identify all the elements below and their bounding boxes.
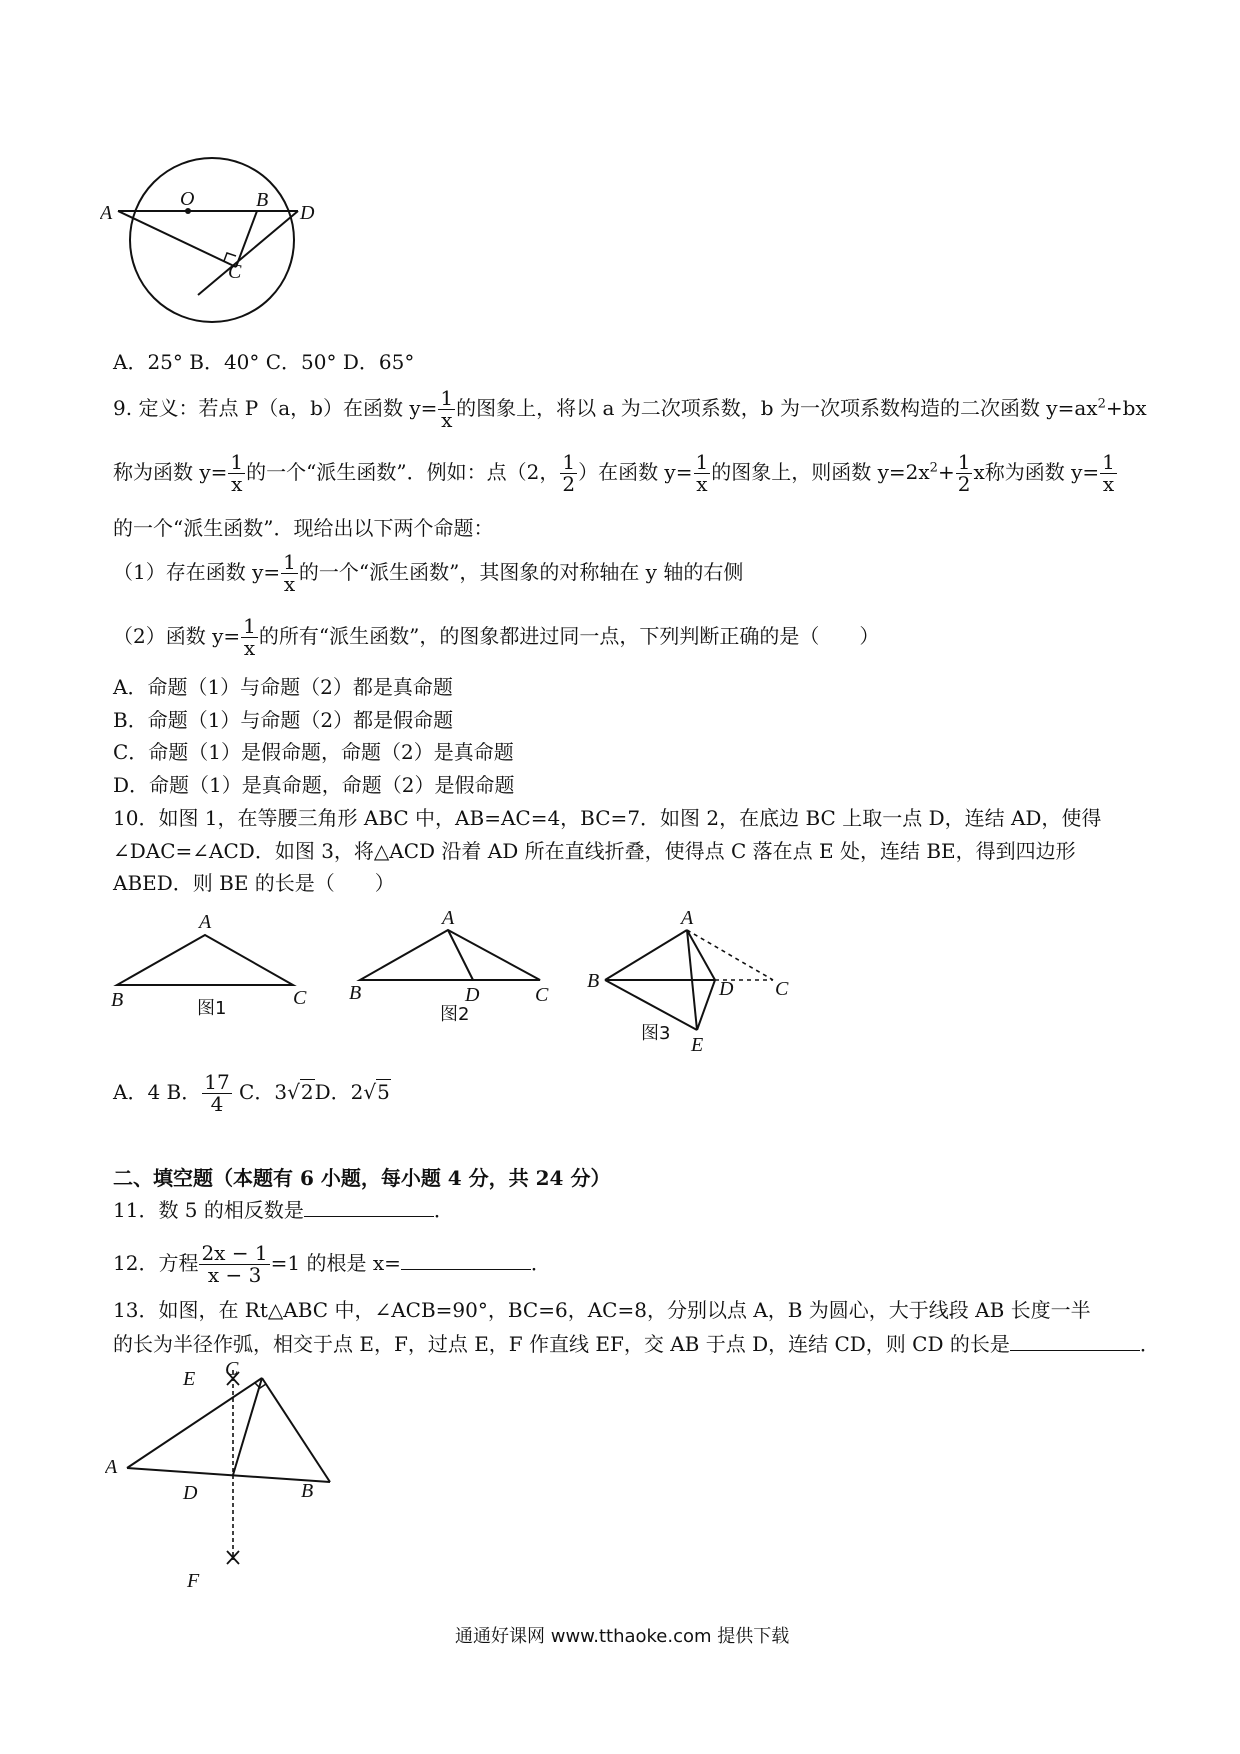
frac-one-half: $\frac{1}{2}$ <box>562 450 576 496</box>
q9-option-b: B．命题（1）与命题（2）都是假命题 <box>113 708 454 732</box>
right-angle-mark <box>224 253 236 261</box>
q9-line2: 称为函数 y= $\frac{1}{x}$ 的一个“派生函数”．例如：点（2， $\frac{1}{2}$ ）在函数 y= $\frac{1}{x}$ 的图象上，则函数 $y=2x^2+$ $\frac{1}{2}$ x称为函数 y= $\frac{1}{x}$ <box>113 450 1115 496</box>
page-footer: 通通好课网 www.tthaoke.com 提供下载 <box>455 1626 790 1647</box>
q11: 11．数 5 的相反数是 ． <box>113 1198 454 1222</box>
label-d: D <box>719 978 734 1000</box>
q8-figure <box>100 150 360 340</box>
q9-proposition1: （1）存在函数 y= $\frac{1}{x}$ 的一个“派生函数”，其图象的对称轴在 y 轴的右侧 <box>113 550 744 596</box>
label-f: F <box>187 1570 200 1592</box>
equation-fraction: $\frac{2x - 1}{x - 3}$ <box>201 1241 268 1287</box>
frac-17-over-4: $\frac{17}{4}$ <box>204 1070 230 1116</box>
label-c: C <box>535 984 549 1006</box>
label-b: B <box>111 989 124 1011</box>
q9-option-c: C．命题（1）是假命题，命题（2）是真命题 <box>113 740 514 764</box>
segment-ac <box>127 1378 262 1468</box>
frac-one-half: $\frac{1}{2}$ <box>957 450 971 496</box>
segment-cb <box>262 1378 330 1482</box>
caption-fig3: 图3 <box>641 1023 671 1044</box>
segment-bc <box>236 211 257 267</box>
label-b: B <box>256 189 269 211</box>
label-c: C <box>225 1358 239 1380</box>
label-e: E <box>691 1034 704 1055</box>
triangle-abc <box>360 930 540 980</box>
answer-blank[interactable] <box>1010 1349 1140 1351</box>
segment-ab <box>127 1468 330 1482</box>
q9-line1: 9. 定义：若点 P（a，b）在函数 y= $\frac{1}{x}$ 的图象上，将以 a 为二次项系数，b 为一次项系数构造的二次函数 $y=ax^2+bx$ <box>113 386 1147 432</box>
label-o: O <box>180 188 195 210</box>
sqrt-5: √5 <box>363 1080 390 1104</box>
q8-options: A．25° B．40° C．50° D．65° <box>113 350 415 374</box>
label-a: A <box>100 202 113 224</box>
q10-figure1 <box>105 910 320 1020</box>
label-a: A <box>199 911 212 933</box>
q10-line3: ABED．则 BE 的长是（ ） <box>113 871 395 895</box>
frac-one-over-x: $\frac{1}{x}$ <box>230 450 244 496</box>
label-d: D <box>300 202 315 224</box>
label-c: C <box>228 261 242 283</box>
label-a: A <box>442 907 455 929</box>
label-a: A <box>105 1456 118 1478</box>
q9-line3: 的一个“派生函数”．现给出以下两个命题： <box>113 516 494 540</box>
segment-ab <box>605 930 687 980</box>
q10-figure3 <box>585 905 800 1055</box>
segment-de <box>697 980 715 1030</box>
circle-o <box>130 158 294 322</box>
answer-blank[interactable] <box>304 1215 434 1217</box>
triangle-abc <box>117 935 293 985</box>
frac-one-over-x: $\frac{1}{x}$ <box>440 386 454 432</box>
section2-title: 二、填空题（本题有 6 小题，每小题 4 分，共 24 分） <box>113 1166 611 1190</box>
label-b: B <box>301 1480 314 1502</box>
q13-line1: 13．如图，在 Rt△ABC 中，∠ACB=90°，BC=6，AC=8，分别以点 A，B 为圆心，大于线段 AB 长度一半 <box>113 1298 1091 1322</box>
frac-one-over-x: $\frac{1}{x}$ <box>1102 450 1115 496</box>
label-b: B <box>349 982 362 1004</box>
q10-options: A．4 B． $\frac{17}{4}$ C．3√2D．2√5 <box>113 1070 390 1116</box>
label-c: C <box>293 987 307 1009</box>
label-d: D <box>465 984 480 1006</box>
caption-fig2: 图2 <box>440 1004 470 1025</box>
frac-one-over-x: $\frac{1}{x}$ <box>283 550 296 596</box>
answer-blank[interactable] <box>401 1268 531 1270</box>
sqrt-2: √2 <box>287 1080 314 1104</box>
label-c: C <box>775 978 789 1000</box>
q10-line2: ∠DAC=∠ACD．如图 3，将△ACD 沿着 AD 所在直线折叠，使得点 C 落在点 E 处，连结 BE，得到四边形 <box>113 839 1076 863</box>
frac-one-over-x: $\frac{1}{x}$ <box>243 614 256 660</box>
q9-option-a: A．命题（1）与命题（2）都是真命题 <box>113 675 453 699</box>
q13-figure <box>105 1355 365 1595</box>
q10-line1: 10．如图 1，在等腰三角形 ABC 中，AB=AC=4，BC=7．如图 2，在底边 BC 上取一点 D，连结 AD，使得 <box>113 806 1102 830</box>
label-e: E <box>183 1368 196 1390</box>
frac-one-over-x: $\frac{1}{x}$ <box>695 450 709 496</box>
q10-figure2 <box>345 905 565 1025</box>
segment-cd <box>233 1378 262 1475</box>
q12: 12．方程 $\frac{2x - 1}{x - 3}$ =1 的根是 x= ． <box>113 1241 551 1287</box>
label-d: D <box>183 1482 198 1504</box>
q13-line2: 的长为半径作弧，相交于点 E，F，过点 E，F 作直线 EF，交 AB 于点 D，连结 CD，则 CD 的长是 ． <box>113 1332 1160 1356</box>
q9-proposition2: （2）函数 y= $\frac{1}{x}$ 的所有“派生函数”，的图象都进过同一点，下列判断正确的是（ ） <box>113 614 880 660</box>
caption-fig1: 图1 <box>197 998 227 1019</box>
q9-option-d: D．命题（1）是真命题，命题（2）是假命题 <box>113 773 515 797</box>
label-b: B <box>587 970 600 992</box>
segment-ac <box>118 211 236 267</box>
label-a: A <box>681 907 694 929</box>
